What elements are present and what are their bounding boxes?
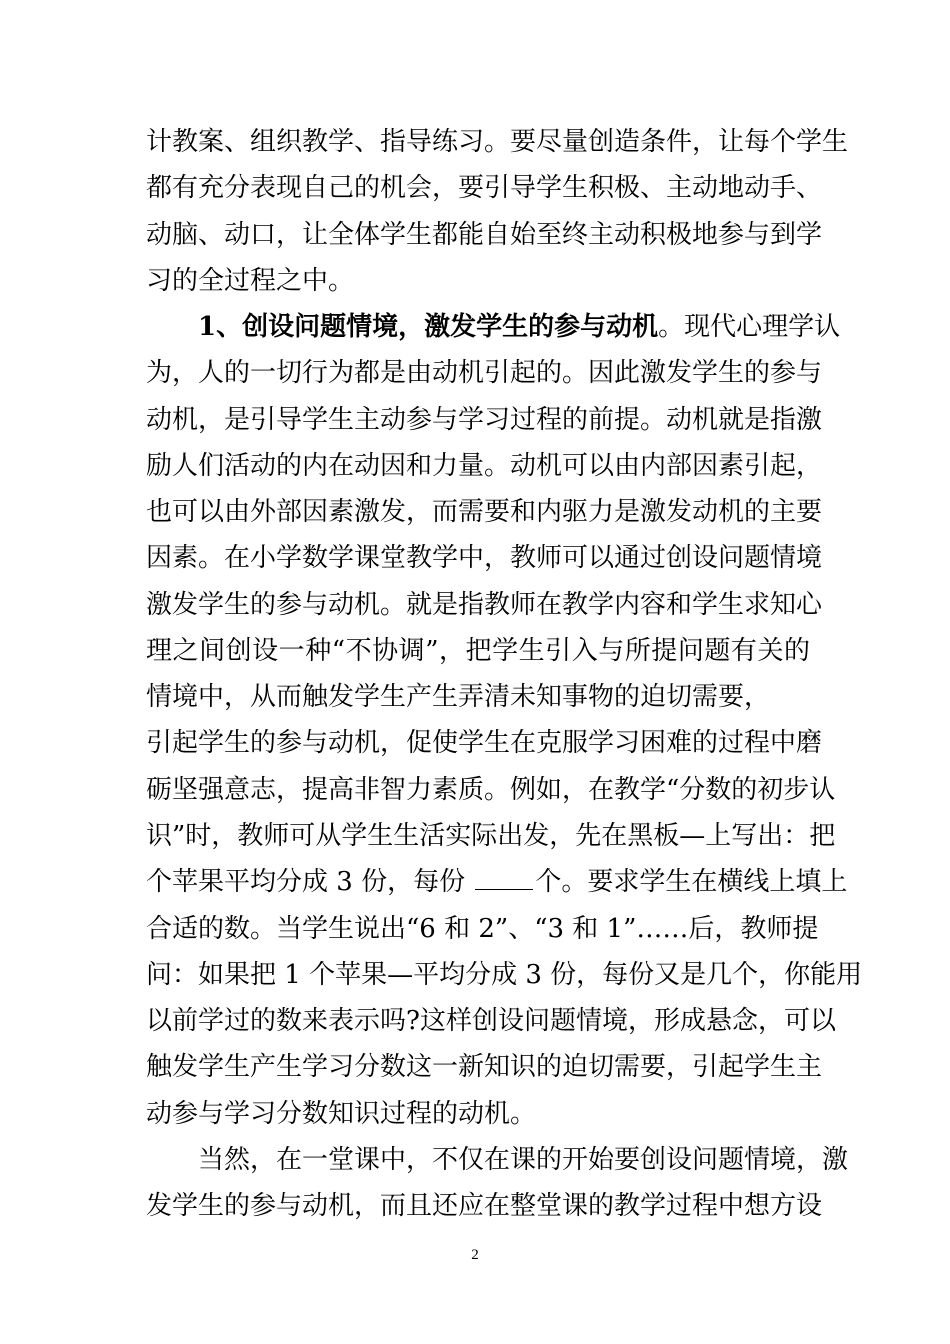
paragraph-line: 动参与学习分数知识过程的动机。 <box>146 1099 537 1129</box>
paragraph-line: 也可以由外部因素激发，而需要和内驱力是激发动机的主要 <box>146 497 823 527</box>
paragraph-line: 激发学生的参与动机。就是指教师在教学内容和学生求知心 <box>146 590 823 620</box>
paragraph-line: 情境中，从而触发学生产生弄清未知事物的迫切需要， <box>146 682 771 712</box>
paragraph-line: 引起学生的参与动机，促使学生在克服学习困难的过程中磨 <box>146 728 823 758</box>
paragraph-line: 理之间创设一种“不协调”，把学生引入与所提问题有关的 <box>146 636 810 666</box>
paragraph-line: 问：如果把 1 个苹果—平均分成 3 份，每份又是几个，你能用 <box>146 960 863 990</box>
paragraph-line: 识”时，教师可从学生生活实际出发，先在黑板—上写出：把 <box>146 821 836 851</box>
paragraph-line: 发学生的参与动机，而且还应在整堂课的教学过程中想方设 <box>146 1191 823 1221</box>
paragraph-line: 砺坚强意志，提高非智力素质。例如，在教学“分数的初步认 <box>146 775 836 805</box>
paragraph-line: 都有充分表现自己的机会，要引导学生积极、主动地动手、 <box>146 173 823 203</box>
paragraph-line-with-blank <box>146 859 848 905</box>
paragraph-line: 习的全过程之中。 <box>146 266 355 296</box>
paragraph-line: 励人们活动的内在动因和力量。动机可以由内部因素引起， <box>146 451 823 481</box>
section-heading: 1、创设问题情境，激发学生的参与动机 <box>198 312 659 342</box>
paragraph-line: 以前学过的数来表示吗?这样创设问题情境，形成悬念，可以 <box>146 1006 836 1036</box>
paragraph-line: 当然，在一堂课中，不仅在课的开始要创设问题情境，激 <box>198 1145 849 1175</box>
fill-in-blank <box>475 869 533 890</box>
paragraph-line: 合适的数。当学生说出“6 和 2”、“3 和 1”……后，教师提 <box>146 914 819 944</box>
section-heading-line <box>198 304 841 350</box>
paragraph-text: 个苹果平均分成 3 份，每份 <box>146 867 474 897</box>
paragraph-line: 触发学生产生学习分数这一新知识的迫切需要，引起学生主 <box>146 1052 823 1082</box>
paragraph-line: 动机，是引导学生主动参与学习过程的前提。动机就是指激 <box>146 405 823 435</box>
page-number: 2 <box>471 1247 479 1263</box>
paragraph-line: 因素。在小学数学课堂教学中，教师可以通过创设问题情境 <box>146 543 823 573</box>
paragraph-line: 动脑、动口，让全体学生都能自始至终主动积极地参与到学 <box>146 220 823 250</box>
paragraph-line: 计教案、组织教学、指导练习。要尽量创造条件，让每个学生 <box>146 127 849 157</box>
paragraph-line: 为，人的一切行为都是由动机引起的。因此激发学生的参与 <box>146 358 823 388</box>
paragraph-text: 。现代心理学认 <box>658 312 841 342</box>
paragraph-text: 个。要求学生在横线上填上 <box>535 867 848 897</box>
